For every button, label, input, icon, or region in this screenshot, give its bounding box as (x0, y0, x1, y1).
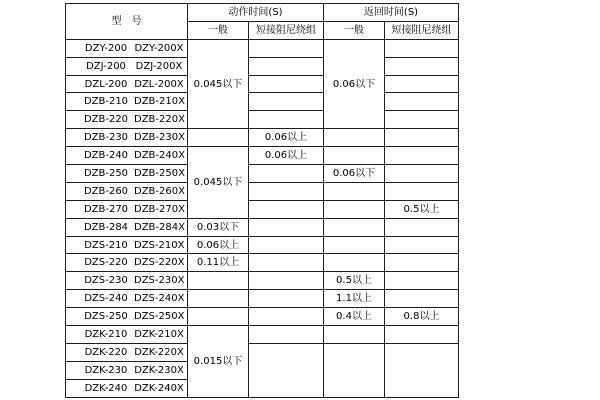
model-cell (66, 379, 188, 397)
table-row (66, 182, 459, 200)
empty-cell (324, 182, 385, 200)
empty-cell (324, 129, 385, 147)
empty-cell (249, 290, 324, 308)
table-row (66, 165, 459, 183)
header-model: 型 号 (66, 4, 188, 40)
action-general-value: 0.015以下 (188, 326, 249, 398)
model-variant: DZB-210X (134, 96, 185, 108)
action-damping-value: 0.06以上 (249, 129, 324, 147)
model-variant: DZL-200X (134, 78, 184, 90)
action-general-value: 0.06以上 (188, 236, 249, 254)
model-primary: DZB-284 (83, 221, 129, 233)
empty-cell (249, 39, 324, 57)
spec-table-container (65, 3, 459, 398)
empty-cell (249, 254, 324, 272)
table-row (66, 129, 459, 147)
empty-cell (249, 218, 324, 236)
table-row (66, 57, 459, 75)
model-primary: DZB-230 (83, 132, 129, 144)
model-variant: DZB-250X (134, 167, 185, 179)
model-primary: DZS-210 (84, 239, 128, 251)
empty-cell (249, 165, 324, 183)
empty-cell (385, 75, 459, 93)
empty-cell (385, 39, 459, 57)
header-row-1 (66, 4, 459, 22)
model-cell (66, 93, 188, 111)
model-variant: DZS-230X (134, 275, 185, 287)
return-general-value: 0.4以上 (324, 308, 385, 326)
model-variant: DZJ-200X (135, 60, 183, 72)
model-primary: DZB-210 (83, 96, 129, 108)
empty-cell (249, 326, 324, 344)
header-action-time: 动作时间(S) (188, 4, 324, 22)
model-cell (66, 236, 188, 254)
empty-cell (385, 272, 459, 290)
empty-cell (249, 272, 324, 290)
empty-cell (385, 254, 459, 272)
action-general-value: 0.045以下 (188, 39, 249, 128)
return-damping-value: 0.5以上 (385, 200, 459, 218)
model-variant: DZS-220X (134, 257, 185, 269)
table-row (66, 272, 459, 290)
model-cell (66, 254, 188, 272)
empty-cell (324, 343, 385, 397)
model-variant: DZB-220X (134, 114, 185, 126)
empty-cell (249, 111, 324, 129)
model-primary: DZK-230 (84, 364, 128, 376)
model-cell (66, 218, 188, 236)
empty-cell (324, 254, 385, 272)
return-general-value: 1.1以上 (324, 290, 385, 308)
empty-cell (385, 129, 459, 147)
action-general-value: 0.11以上 (188, 254, 249, 272)
model-cell (66, 326, 188, 344)
model-cell (66, 57, 188, 75)
empty-cell (249, 75, 324, 93)
model-cell (66, 182, 188, 200)
empty-cell (188, 129, 249, 147)
table-row (66, 308, 459, 326)
table-row (66, 254, 459, 272)
empty-cell (249, 57, 324, 75)
empty-cell (385, 236, 459, 254)
empty-cell (188, 290, 249, 308)
model-variant: DZY-200X (134, 42, 184, 54)
model-primary: DZS-250 (84, 311, 128, 323)
model-primary: DZK-240 (84, 382, 128, 394)
header-return-damping: 短接阻尼绕组 (385, 21, 459, 39)
header-action-general: 一般 (188, 21, 249, 39)
empty-cell (249, 343, 324, 397)
model-cell (66, 361, 188, 379)
action-general-value: 0.045以下 (188, 147, 249, 219)
empty-cell (385, 93, 459, 111)
empty-cell (324, 326, 385, 344)
empty-cell (249, 236, 324, 254)
model-cell (66, 343, 188, 361)
empty-cell (249, 93, 324, 111)
model-primary: DZS-240 (84, 293, 128, 305)
header-action-damping: 短接阻尼绕组 (249, 21, 324, 39)
model-primary: DZJ-200 (86, 60, 126, 72)
table-row (66, 218, 459, 236)
model-variant: DZS-210X (134, 239, 185, 251)
table-row (66, 236, 459, 254)
empty-cell (385, 343, 459, 397)
model-primary: DZB-220 (83, 114, 129, 126)
model-variant: DZS-250X (134, 311, 185, 323)
empty-cell (385, 326, 459, 344)
model-cell (66, 272, 188, 290)
action-general-value: 0.03以下 (188, 218, 249, 236)
return-damping-value: 0.8以上 (385, 308, 459, 326)
empty-cell (324, 236, 385, 254)
table-row (66, 343, 459, 361)
empty-cell (188, 308, 249, 326)
model-variant: DZK-240X (134, 382, 184, 394)
return-general-value: 0.5以上 (324, 272, 385, 290)
table-row (66, 93, 459, 111)
table-row (66, 326, 459, 344)
model-variant: DZB-260X (134, 185, 185, 197)
empty-cell (385, 147, 459, 165)
model-primary: DZY-200 (84, 42, 128, 54)
model-cell (66, 129, 188, 147)
table-row (66, 147, 459, 165)
model-primary: DZS-230 (84, 275, 128, 287)
model-primary: DZB-240 (83, 150, 129, 162)
empty-cell (249, 200, 324, 218)
relay-timing-table (65, 3, 459, 398)
empty-cell (385, 57, 459, 75)
empty-cell (249, 308, 324, 326)
empty-cell (324, 200, 385, 218)
model-cell (66, 75, 188, 93)
model-primary: DZB-260 (83, 185, 129, 197)
model-variant: DZB-240X (134, 150, 185, 162)
model-variant: DZK-230X (134, 364, 184, 376)
model-cell (66, 200, 188, 218)
model-cell (66, 147, 188, 165)
header-return-general: 一般 (324, 21, 385, 39)
model-variant: DZB-270X (134, 203, 185, 215)
model-variant: DZB-284X (134, 221, 185, 233)
model-primary: DZK-210 (84, 328, 128, 340)
empty-cell (385, 218, 459, 236)
table-row (66, 75, 459, 93)
table-row (66, 200, 459, 218)
table-row (66, 111, 459, 129)
model-primary: DZL-200 (84, 78, 128, 90)
model-cell (66, 290, 188, 308)
header-return-time: 返回时间(S) (324, 4, 459, 22)
model-cell (66, 308, 188, 326)
model-variant: DZB-230X (134, 132, 185, 144)
return-general-value: 0.06以下 (324, 39, 385, 128)
action-damping-value: 0.06以上 (249, 147, 324, 165)
model-primary: DZB-270 (83, 203, 129, 215)
model-cell (66, 39, 188, 57)
model-primary: DZS-220 (84, 257, 128, 269)
model-cell (66, 165, 188, 183)
model-variant: DZS-240X (134, 293, 185, 305)
empty-cell (249, 182, 324, 200)
empty-cell (324, 147, 385, 165)
model-variant: DZK-210X (134, 328, 184, 340)
return-general-value: 0.06以下 (324, 165, 385, 183)
table-row (66, 39, 459, 57)
empty-cell (324, 218, 385, 236)
empty-cell (188, 272, 249, 290)
model-primary: DZK-220 (84, 346, 128, 358)
model-variant: DZK-220X (134, 346, 184, 358)
table-row (66, 290, 459, 308)
empty-cell (385, 165, 459, 183)
empty-cell (385, 290, 459, 308)
empty-cell (385, 182, 459, 200)
empty-cell (385, 111, 459, 129)
model-primary: DZB-250 (83, 167, 129, 179)
model-cell (66, 111, 188, 129)
